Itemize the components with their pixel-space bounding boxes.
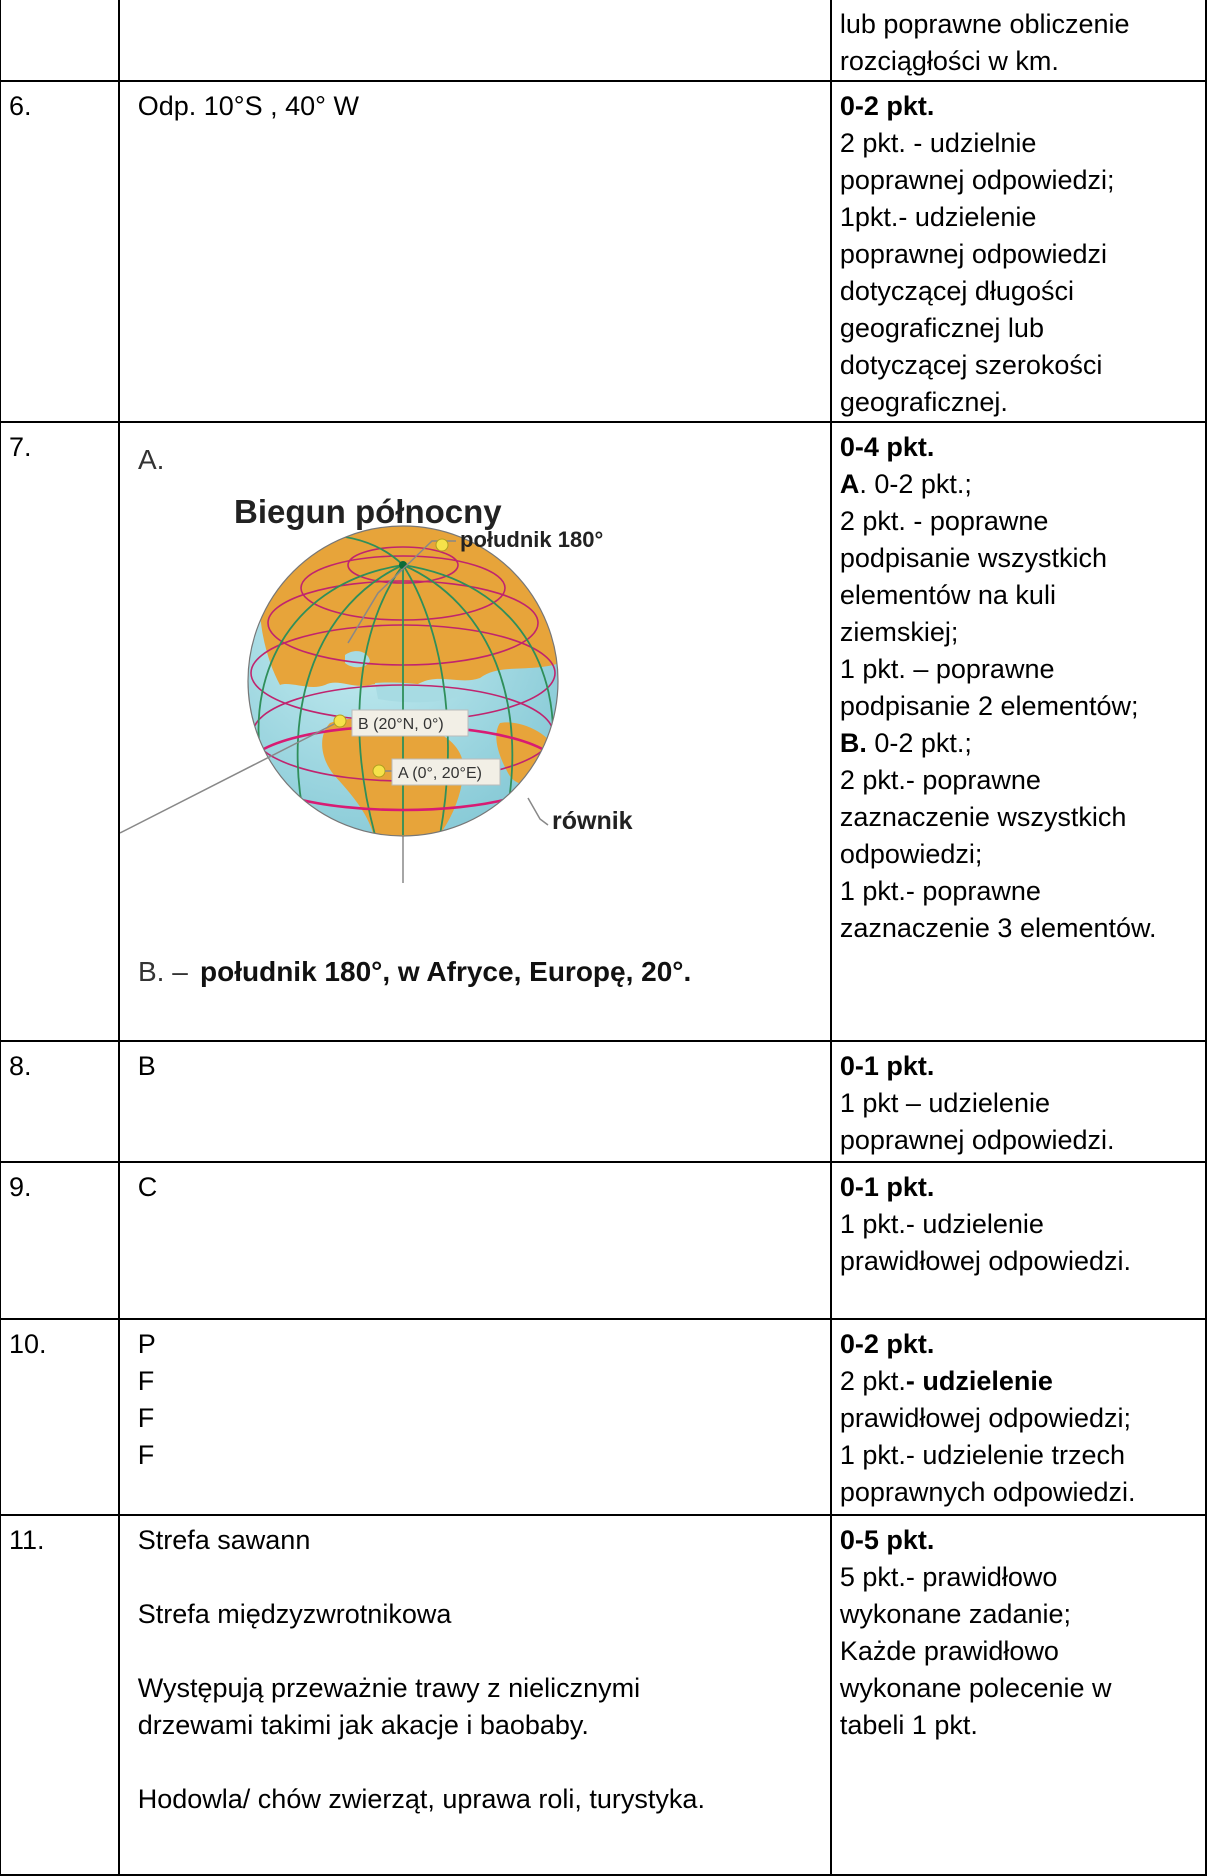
points-heading: 0-4 pkt.	[839, 432, 935, 462]
part-a-points: . 0-2 pkt.;	[859, 469, 972, 499]
point-a	[373, 765, 385, 777]
answer-cell	[119, 1319, 831, 1515]
criteria-line: 1pkt.- udzielenie	[839, 202, 1037, 232]
criteria-cell	[831, 0, 1206, 81]
part-a-marker: A	[839, 469, 860, 499]
criteria-line: geograficznej lub	[839, 313, 1044, 343]
points-heading: 0-1 pkt.	[839, 1172, 935, 1202]
equator-label: równik	[551, 807, 633, 835]
answer-text: C	[137, 1172, 158, 1202]
criteria-line: 2 pkt. - poprawne	[839, 506, 1049, 536]
criteria-cell	[831, 422, 1206, 1041]
criteria-line: 5 pkt.- prawidłowo	[839, 1562, 1058, 1592]
criteria-cell	[831, 1515, 1206, 1875]
criteria-line: wykonane zadanie;	[839, 1599, 1071, 1629]
criteria-line: odpowiedzi;	[839, 839, 983, 869]
table-row	[0, 1041, 1206, 1162]
task-number-cell: 7.	[0, 422, 119, 1041]
criteria-line: rozciągłości w km.	[839, 46, 1059, 76]
meridian-label: południk 180°	[459, 527, 604, 552]
criteria-line: elementów na kuli	[839, 580, 1056, 610]
criteria-line: 1 pkt. – poprawne	[839, 654, 1055, 684]
answer-text: Odp. 10°S , 40° W	[137, 91, 359, 121]
criteria-line: 1 pkt.- poprawne	[839, 876, 1041, 906]
criteria-line: podpisanie wszystkich	[839, 543, 1107, 573]
criteria-line: lub poprawne obliczenie	[839, 9, 1130, 39]
criteria-line: 2 pkt.- poprawne	[839, 765, 1041, 795]
criteria-line: dotyczącej długości	[839, 276, 1074, 306]
criteria-cell	[831, 1319, 1206, 1515]
answer-text: F	[137, 1403, 155, 1433]
criteria-cell	[831, 81, 1206, 422]
part-b-points: 0-2 pkt.;	[866, 728, 972, 758]
criteria-line: prawidłowej odpowiedzi;	[839, 1403, 1131, 1433]
criteria-line: zaznaczenie 3 elementów.	[839, 913, 1157, 943]
criteria-line: poprawnej odpowiedzi.	[839, 1125, 1115, 1155]
points-heading: 0-1 pkt.	[839, 1051, 935, 1081]
criteria-line: 1 pkt – udzielenie	[839, 1088, 1050, 1118]
point-b	[334, 715, 346, 727]
answer-text: Strefa międzyzwrotnikowa	[137, 1599, 452, 1629]
point-b-label: B (20°N, 0°)	[357, 716, 444, 733]
point-a-label: A (0°, 20°E)	[397, 765, 482, 782]
answer-text: F	[137, 1366, 155, 1396]
answer-cell	[119, 1041, 831, 1162]
answer-text: drzewami takimi jak akacje i baobaby.	[137, 1710, 589, 1740]
task-number-cell: 8.	[0, 1041, 119, 1162]
criteria-line: poprawnej odpowiedzi;	[839, 165, 1115, 195]
task-number-cell: 10.	[0, 1319, 119, 1515]
table-row	[0, 1319, 1206, 1515]
criteria-line: poprawnych odpowiedzi.	[839, 1477, 1136, 1507]
criteria-line: geograficznej.	[839, 387, 1008, 417]
answer-b: południk 180°, w Afryce, Europę, 20°.	[199, 956, 692, 987]
criteria-line: wykonane polecenie w	[839, 1673, 1112, 1703]
answer-cell	[119, 0, 831, 81]
criteria-line: 2 pkt. - udzielnie	[839, 128, 1037, 158]
label-a: A.	[137, 444, 165, 475]
answer-text: F	[137, 1440, 155, 1470]
task-number-cell: 9.	[0, 1162, 119, 1319]
criteria-line: tabeli 1 pkt.	[839, 1710, 978, 1740]
criteria-line	[840, 466, 1197, 503]
criteria-line: zaznaczenie wszystkich	[839, 802, 1127, 832]
answer-cell	[119, 1162, 831, 1319]
equator-leader	[528, 798, 548, 825]
task-number-cell	[0, 0, 119, 81]
table-row	[0, 1515, 1206, 1875]
label-b: B. –	[137, 956, 188, 987]
part-b-marker: B.	[839, 728, 867, 758]
criteria-cell	[831, 1162, 1206, 1319]
answer-text: P	[137, 1329, 156, 1359]
table-row	[0, 422, 1206, 1041]
criteria-line: prawidłowej odpowiedzi.	[839, 1246, 1131, 1276]
answer-text: B	[137, 1051, 156, 1081]
task-number-cell: 11.	[0, 1515, 119, 1875]
blank-line	[138, 1744, 822, 1781]
criteria-points: 2 pkt.	[839, 1366, 906, 1396]
answer-text: Występują przeważnie trawy z nielicznymi	[137, 1673, 641, 1703]
answer-text: Strefa sawann	[137, 1525, 311, 1555]
points-heading: 0-2 pkt.	[839, 1329, 935, 1359]
table-row	[0, 81, 1206, 422]
north-pole-label: Biegun północny	[233, 493, 502, 530]
criteria-line: podpisanie 2 elementów;	[839, 691, 1139, 721]
answer-cell	[119, 422, 831, 1041]
table-row	[0, 0, 1206, 81]
criteria-line: 1 pkt.- udzielenie trzech	[839, 1440, 1125, 1470]
answer-cell	[119, 81, 831, 422]
pole-dot	[399, 561, 407, 569]
points-heading: 0-2 pkt.	[839, 91, 935, 121]
criteria-line: Każde prawidłowo	[839, 1636, 1059, 1666]
criteria-cell	[831, 1041, 1206, 1162]
meridian-point	[436, 539, 448, 551]
criteria-line	[840, 1363, 1197, 1400]
criteria-line: ziemskiej;	[839, 617, 959, 647]
criteria-line	[840, 725, 1197, 762]
globe-diagram	[120, 423, 810, 1003]
globe-figure	[120, 423, 810, 987]
answer-text: Hodowla/ chów zwierząt, uprawa roli, turystyka.	[137, 1784, 705, 1814]
criteria-line: poprawnej odpowiedzi	[839, 239, 1108, 269]
task-number-cell: 6.	[0, 81, 119, 422]
blank-line	[138, 1633, 822, 1670]
blank-line	[138, 1559, 822, 1596]
table-row	[0, 1162, 1206, 1319]
points-heading: 0-5 pkt.	[839, 1525, 935, 1555]
criteria-dash: - udzielenie	[905, 1366, 1053, 1396]
answer-cell	[119, 1515, 831, 1875]
criteria-line: dotyczącej szerokości	[839, 350, 1103, 380]
criteria-line: 1 pkt.- udzielenie	[839, 1209, 1044, 1239]
